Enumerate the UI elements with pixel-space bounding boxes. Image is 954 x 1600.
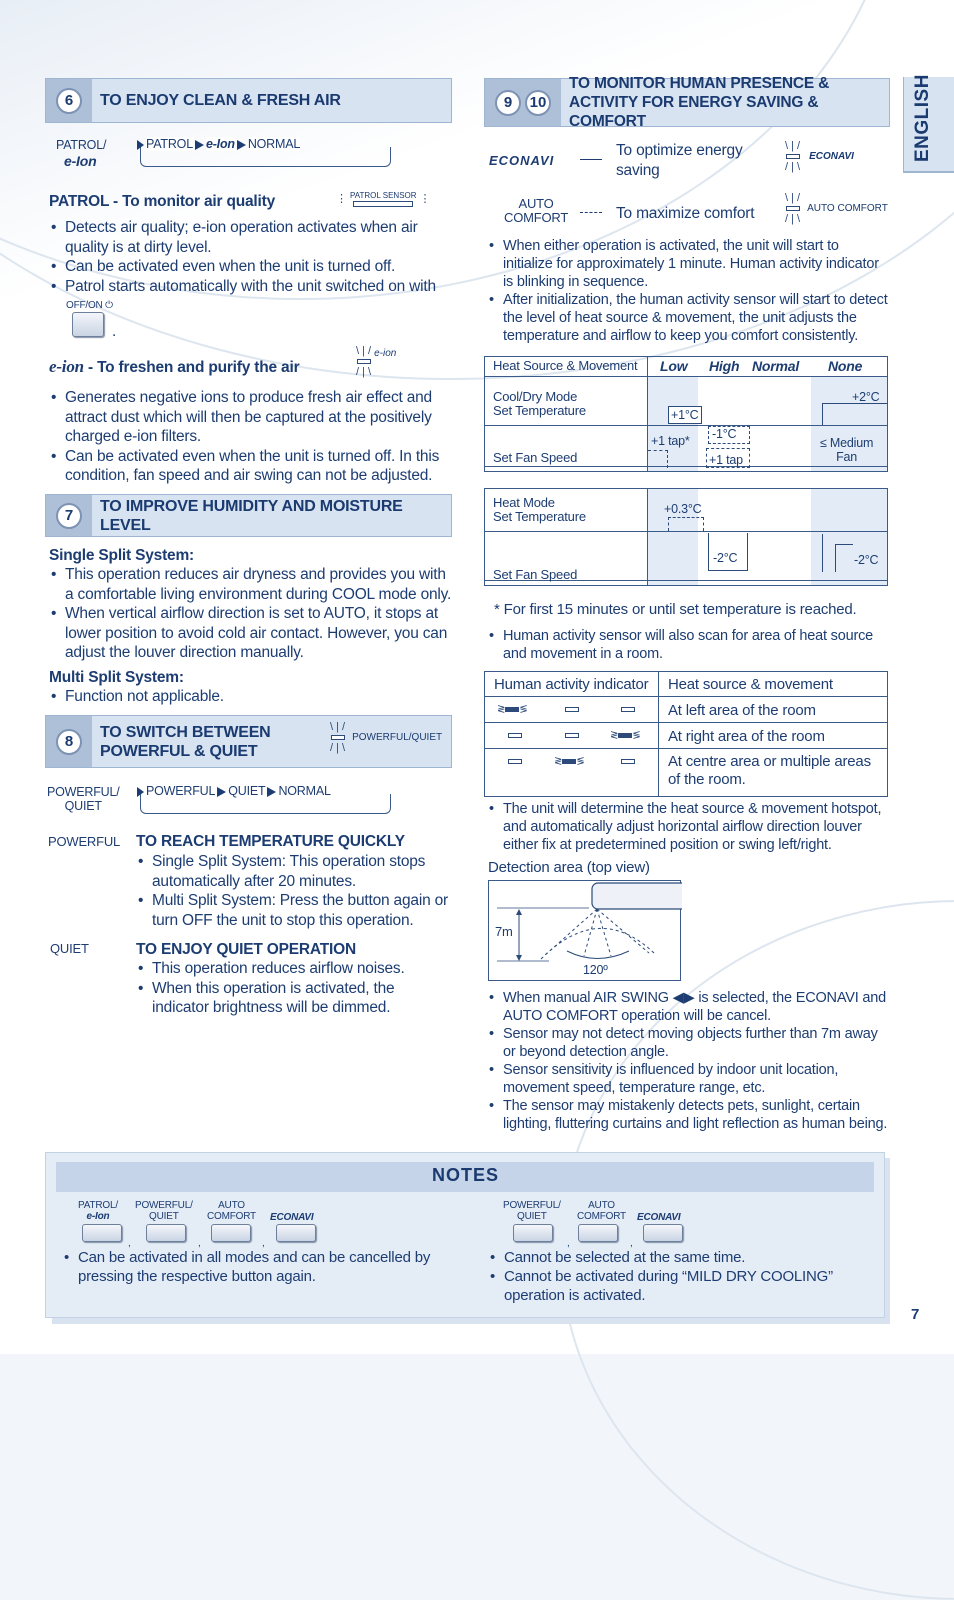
indicator-off bbox=[508, 759, 522, 764]
fan-low-tap: +1 tap* bbox=[651, 434, 690, 448]
table-cell: At centre area or multiple areas of the room. bbox=[668, 753, 871, 788]
heat-mode-label: Heat Mode Set Temperature bbox=[493, 495, 586, 524]
auto-comfort-button-image bbox=[578, 1224, 618, 1242]
quiet-bullets bbox=[136, 959, 451, 1018]
patrol-sensor-indicator: ⋮ PATROL SENSOR ⋮ bbox=[336, 191, 431, 205]
table-header: Heat source & movement bbox=[668, 676, 833, 693]
table-divider bbox=[484, 425, 888, 426]
quiet-heading: TO ENJOY QUIET OPERATION bbox=[136, 941, 356, 958]
note-label-powerful: POWERFUL/ QUIET bbox=[135, 1200, 193, 1222]
heat-high-temp: -2°C bbox=[713, 551, 738, 565]
comma: , bbox=[198, 1238, 201, 1249]
patrol-button-image bbox=[82, 1224, 122, 1242]
list-item: • Detects air quality; e-ion operation activates when air quality is at dirty level. bbox=[49, 218, 449, 257]
list-item: • After initialization, the human activity sensor will start to detect the level of heat source & movement, the unit adjusts the temperature and airflow to keep you comfort consistently. bbox=[487, 291, 892, 345]
sensor-bullets bbox=[487, 989, 892, 1133]
powerful-tag: POWERFUL bbox=[48, 834, 121, 849]
powerful-button-image bbox=[513, 1224, 553, 1242]
list-item: • This operation reduces airflow noises. bbox=[136, 959, 451, 979]
scan-bullets bbox=[487, 627, 892, 663]
section-number: 8 bbox=[56, 729, 82, 755]
fan-speed-label: Set Fan Speed bbox=[493, 567, 578, 582]
table-cell: At right area of the room bbox=[668, 728, 825, 745]
quiet-tag: QUIET bbox=[50, 941, 89, 956]
step-line bbox=[668, 517, 704, 531]
detection-angle: 120º bbox=[583, 963, 608, 977]
section-number: 6 bbox=[56, 88, 82, 114]
table-divider bbox=[484, 722, 888, 723]
heat-low-temp: +0.3°C bbox=[664, 502, 702, 516]
fan-none-medium: ≤ Medium Fan bbox=[820, 436, 874, 464]
table-divider bbox=[484, 748, 888, 749]
table-cell: At left area of the room bbox=[668, 702, 816, 719]
list-item: • The sensor may mistakenly detects pets, sunlight, certain lighting, fluttering curtains and light reflection as human being. bbox=[487, 1097, 892, 1133]
list-item: • Sensor may not detect moving objects further than 7m away or beyond detection angle. bbox=[487, 1025, 892, 1061]
table-header: Heat Source & Movement bbox=[493, 358, 638, 373]
section-number: 7 bbox=[56, 503, 82, 529]
note-label-econavi: ECONAVI bbox=[637, 1212, 681, 1223]
indicator-off bbox=[565, 707, 579, 712]
comma: , bbox=[567, 1238, 570, 1249]
auto-comfort-line bbox=[580, 212, 602, 213]
fan-high-tap: +1 tap bbox=[709, 453, 743, 467]
powerful-heading: TO REACH TEMPERATURE QUICKLY bbox=[136, 833, 405, 850]
period: . bbox=[112, 323, 117, 340]
patrol-button-label: PATROL/ bbox=[56, 138, 107, 152]
detection-title: Detection area (top view) bbox=[488, 859, 650, 876]
note-label-auto: AUTO COMFORT bbox=[577, 1200, 626, 1222]
powerful-button-image bbox=[146, 1224, 186, 1242]
section-number-box bbox=[46, 495, 92, 536]
fan-speed-label: Set Fan Speed bbox=[493, 450, 578, 465]
list-item: • Single Split System: This operation stops automatically after 20 minutes. bbox=[136, 852, 451, 891]
language-tab-label: ENGLISH bbox=[912, 74, 933, 162]
indicator-off bbox=[508, 733, 522, 738]
patrol-heading: PATROL - To monitor air quality bbox=[49, 193, 276, 210]
footnote: * For first 15 minutes or until set temperature is reached. bbox=[494, 601, 857, 618]
powerful-bullets bbox=[136, 852, 451, 930]
econavi-button-image bbox=[643, 1224, 683, 1242]
econavi-button-image bbox=[276, 1224, 316, 1242]
step-line bbox=[648, 450, 668, 468]
single-split-bullets bbox=[49, 565, 454, 663]
note-label-econavi: ECONAVI bbox=[270, 1212, 314, 1223]
section-number: 9 bbox=[495, 90, 521, 116]
indicator-off bbox=[565, 733, 579, 738]
list-item: • Can be activated in all modes and can be cancelled by pressing the respective button again. bbox=[62, 1248, 462, 1286]
step-line bbox=[835, 544, 853, 572]
table-divider bbox=[484, 531, 888, 532]
list-item: • Cannot be activated during “MILD DRY COOLING” operation is activated. bbox=[488, 1267, 878, 1305]
offon-label: OFF/ON ⏻ bbox=[66, 300, 113, 311]
comma: , bbox=[262, 1238, 265, 1249]
list-item: • When either operation is activated, the unit will start to initialize for approximately 1 minute. Human activity indicator is blinking in sequence. bbox=[487, 237, 892, 291]
list-item: • Multi Split System: Press the button again or turn OFF the unit to stop this operation. bbox=[136, 891, 451, 930]
section-number-box bbox=[46, 79, 92, 122]
indicator-off bbox=[621, 707, 635, 712]
notes-left-bullets bbox=[62, 1248, 462, 1286]
cool-high-temp: -1°C bbox=[712, 427, 737, 441]
table-header: Human activity indicator bbox=[494, 676, 649, 693]
indicator-off bbox=[621, 759, 635, 764]
note-label-auto: AUTO COMFORT bbox=[207, 1200, 256, 1222]
auto-comfort-description: To maximize comfort bbox=[616, 205, 755, 222]
detection-distance: 7m bbox=[495, 924, 513, 939]
list-item: • When this operation is activated, the indicator brightness will be dimmed. bbox=[136, 979, 451, 1018]
cool-low-temp: +1°C bbox=[671, 408, 699, 422]
level-high: High bbox=[709, 358, 740, 374]
powerful-quiet-indicator: \ | / / | \ POWERFUL/QUIET bbox=[330, 721, 443, 754]
comma: , bbox=[128, 1238, 131, 1249]
auto-comfort-label: AUTO COMFORT bbox=[504, 196, 569, 225]
section-number-box bbox=[46, 716, 92, 767]
list-item: • Generates negative ions to produce fresh air effect and attract dust which will then be captured at the positively charged e-ion filters. bbox=[49, 388, 449, 447]
section-title: TO MONITOR HUMAN PRESENCE & ACTIVITY FOR ENERGY SAVING & COMFORT bbox=[569, 75, 830, 130]
econavi-description: To optimize energy saving bbox=[616, 142, 743, 179]
eion-bullets bbox=[49, 388, 449, 486]
hotspot-bullets bbox=[487, 800, 892, 854]
section-number: 10 bbox=[525, 90, 551, 116]
level-normal: Normal bbox=[752, 358, 800, 374]
list-item: • When manual AIR SWING ◀▶ is selected, the ECONAVI and AUTO COMFORT operation will be cancel. bbox=[487, 989, 892, 1025]
patrol-bullets bbox=[49, 218, 449, 296]
list-item: • Can be activated even when the unit is turned off. bbox=[49, 257, 449, 277]
offon-button-image bbox=[72, 312, 104, 337]
table-divider bbox=[647, 488, 648, 586]
section-title: TO ENJOY CLEAN & FRESH AIR bbox=[100, 92, 341, 109]
eion-button-label: e-Ion bbox=[64, 153, 97, 169]
page-number: 7 bbox=[911, 1306, 920, 1323]
notes-right-bullets bbox=[488, 1248, 878, 1305]
indicator-centre-active: ≷ ≶ bbox=[554, 756, 585, 767]
econavi-logo: ECONAVI bbox=[489, 153, 555, 168]
comma: , bbox=[630, 1238, 633, 1249]
list-item: • When vertical airflow direction is set to AUTO, it stops at lower position to avoid cold air contact. However, you can adjust the louver direction manually. bbox=[49, 604, 454, 663]
patrol-sequence: PATROL e-Ion NORMAL bbox=[135, 137, 395, 151]
level-low: Low bbox=[660, 358, 688, 374]
initialization-bullets bbox=[487, 237, 892, 345]
note-label-powerful: POWERFUL/ QUIET bbox=[503, 1200, 561, 1222]
indicator-right-active: ≷ ≶ bbox=[610, 730, 641, 741]
auto-comfort-button-image bbox=[211, 1224, 251, 1242]
multi-split-heading: Multi Split System: bbox=[49, 669, 184, 686]
list-item: • The unit will determine the heat source & movement hotspot, and automatically adjust horizontal airflow direction louver either fix at predetermined position or swing left/right. bbox=[487, 800, 892, 854]
eion-indicator: \ | / / | \ e-ion bbox=[356, 345, 397, 378]
section-title: TO SWITCH BETWEEN POWERFUL & QUIET bbox=[100, 723, 271, 760]
section-7-header bbox=[45, 494, 452, 537]
list-item: • Cannot be selected at the same time. bbox=[488, 1248, 878, 1267]
notes-title: NOTES bbox=[432, 1165, 500, 1185]
list-item: • Human activity sensor will also scan for area of heat source and movement in a room. bbox=[487, 627, 892, 663]
language-tab bbox=[903, 74, 954, 173]
section-title: TO IMPROVE HUMIDITY AND MOISTURE LEVEL bbox=[100, 497, 403, 534]
section-9-10-header bbox=[484, 75, 890, 130]
list-item: • Function not applicable. bbox=[49, 687, 454, 707]
powerful-quiet-button-label: POWERFUL/ QUIET bbox=[47, 785, 120, 813]
table-divider bbox=[658, 671, 659, 797]
section-6-header bbox=[45, 78, 452, 123]
cool-mode-label: Cool/Dry Mode Set Temperature bbox=[493, 389, 586, 418]
note-label-patrol: PATROL/ e-Ion bbox=[78, 1200, 118, 1222]
econavi-line bbox=[580, 159, 602, 160]
single-split-heading: Single Split System: bbox=[49, 547, 195, 564]
cool-none-temp: +2°C bbox=[852, 390, 880, 404]
table-divider bbox=[484, 696, 888, 697]
step-line bbox=[822, 403, 887, 425]
heat-none-temp: -2°C bbox=[854, 553, 879, 567]
multi-split-bullets bbox=[49, 687, 454, 707]
list-item: • Patrol starts automatically with the unit switched on with bbox=[49, 277, 449, 297]
eion-heading: e-ion - To freshen and purify the air bbox=[49, 357, 300, 376]
list-item: • This operation reduces air dryness and provides you with a comfortable living environment during COOL mode only. bbox=[49, 565, 454, 604]
powerful-sequence: POWERFUL QUIET NORMAL bbox=[135, 784, 395, 798]
auto-comfort-indicator: \ | / / | \ AUTO COMFORT bbox=[785, 192, 888, 225]
level-none: None bbox=[828, 358, 863, 374]
list-item: • Can be activated even when the unit is turned off. In this condition, fan speed and air swing can not be adjusted. bbox=[49, 447, 449, 486]
section-number-box bbox=[485, 79, 561, 126]
indicator-left-active: ≷ ≶ bbox=[497, 704, 528, 715]
econavi-indicator: \ | / / | \ ECONAVI bbox=[785, 140, 854, 173]
table-divider bbox=[484, 466, 888, 467]
list-item: • Sensor sensitivity is influenced by indoor unit location, movement speed, temperature range, etc. bbox=[487, 1061, 892, 1097]
